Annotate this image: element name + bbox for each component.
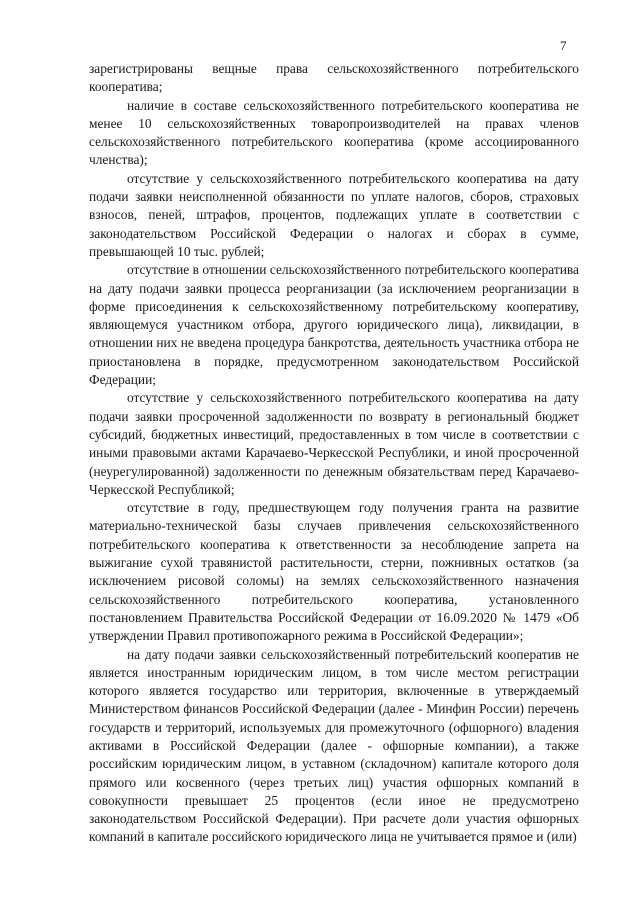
paragraph: на дату подачи заявки сельскохозяйственный потребительский кооператив не является иностранным юридическим лицом, в том числе местом регистрации которого является государство или территория, включенные в утверждаемый Министерством финансов Российской Федерации (далее - Минфин России) перечень государств и территорий, используемых для промежуточного (офшорного) владения активами в Российской Федерации (далее - офшорные компании), а также российским юридическим лицом, в уставном (складочном) капитале которого доля прямого или косвенного (через третьих лиц) участия офшорных компаний в совокупности превышает 25 процентов (если иное не предусмотрено законодательством Российской Федерации). При расчете доли участия офшорных компаний в капитале российского юридического лица не учитывается прямое и (или) xyxy=(89,646,579,845)
document-body xyxy=(89,60,579,847)
paragraph: отсутствие в отношении сельскохозяйственного потребительского кооператива на дату подачи заявки процесса реорганизации (за исключением реорганизации в форме присоединения к сельскохозяйственному потребительскому кооперативу, являющемуся участником отбора, другого юридического лица), ликвидации, в отношении них не введена процедура банкротства, деятельность участника отбора не приостановлена в порядке, предусмотренном законодательством Российской Федерации; xyxy=(89,262,579,388)
paragraph: отсутствие у сельскохозяйственного потребительского кооператива на дату подачи заявки неисполненной обязанности по уплате налогов, сборов, страховых взносов, пеней, штрафов, процентов, подлежащих уплате в соответствии с законодательством Российской Федерации о налогах и сборах в сумме, превышающей 10 тыс. рублей; xyxy=(89,170,579,259)
paragraph: отсутствие у сельскохозяйственного потребительского кооператива на дату подачи заявки просроченной задолженности по возврату в региональный бюджет субсидий, бюджетных инвестиций, предоставленных в том числе в соответствии с иными правовыми актами Карачаево-Черкесской Республики, и иной просроченной (неурегулированной) задолженности по денежным обязательствам перед Карачаево-Черкесской Республикой; xyxy=(89,390,579,497)
paragraph: наличие в составе сельскохозяйственного потребительского кооператива не менее 10 сельскохозяйственных товаропроизводителей на правах членов сельскохозяйственного потребительского кооператива (кроме ассоциированного членства); xyxy=(89,97,579,168)
paragraph: зарегистрированы вещные права сельскохозяйственного потребительского кооператива; xyxy=(89,61,579,95)
paragraph: отсутствие в году, предшествующем году получения гранта на развитие материально-технической базы случаев привлечения сельскохозяйственного потребительского кооператива к ответственности за несоблюдение запрета на выжигание сухой травянистой растительности, стерни, пожнивных остатков (за исключением рисовой соломы) на землях сельскохозяйственного назначения сельскохозяйственного потребительского кооператива, установленного постановлением Правительства Российской Федерации от 16.09.2020 № 1479 «Об утверждении Правил противопожарного режима в Российской Федерации»; xyxy=(89,500,579,644)
page-number: 7 xyxy=(560,38,567,53)
